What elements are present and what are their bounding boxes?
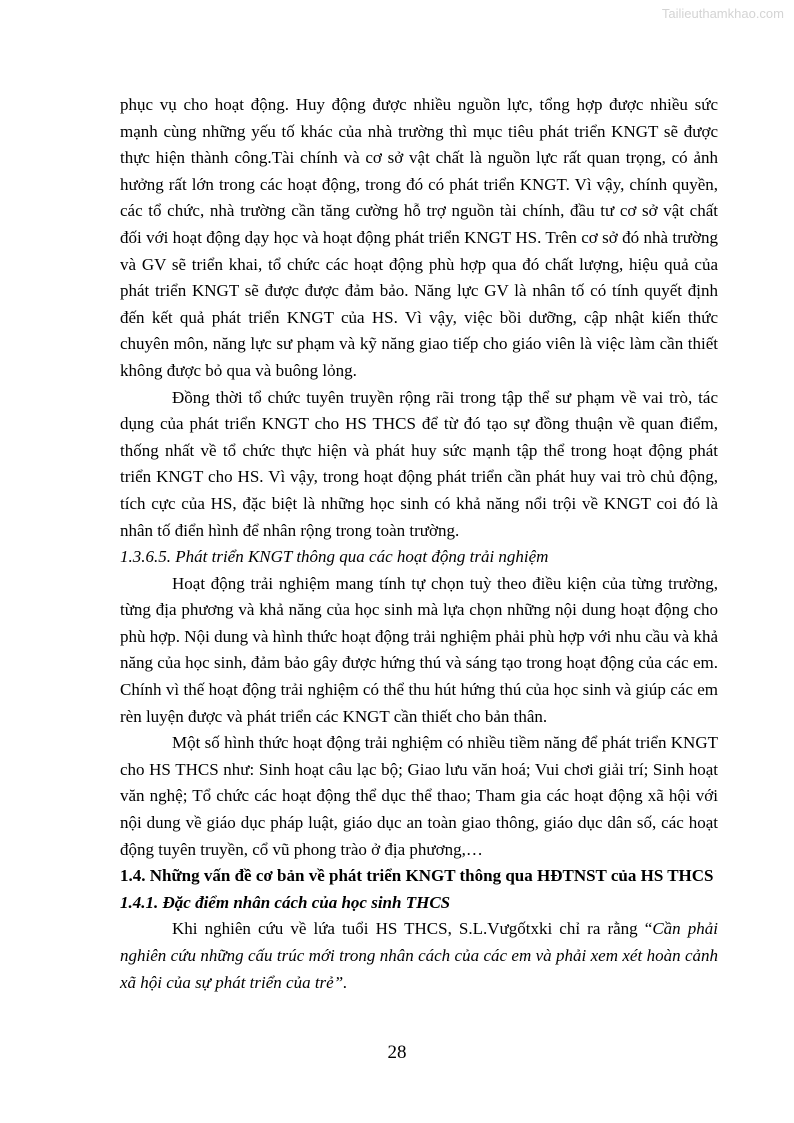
paragraph-5 (120, 916, 718, 996)
section-heading-1-4: 1.4. Những vấn đề cơ bản về phát triển KNGT thông qua HĐTNST của HS THCS (120, 866, 714, 886)
paragraph-5-lead: Khi nghiên cứu về lứa tuổi HS THCS, S.L.Vưgốtxki chỉ ra rằng “ (172, 919, 653, 939)
paragraph-3: Hoạt động trải nghiệm mang tính tự chọn tuỳ theo điều kiện của từng trường, từng địa phương và khả năng của học sinh mà lựa chọn những nội dung hoạt động cho phù hợp. Nội dung và hình thức hoạt động trải nghiệm phải phù hợp với nhu cầu và khả năng của học sinh, đảm bảo gây được hứng thú và sáng tạo trong hoạt động của các em. Chính vì thế hoạt động trải nghiệm có thể thu hút hứng thú của học sinh và giúp các em rèn luyện được và phát triển các KNGT cần thiết cho bản thân. (120, 573, 718, 726)
paragraph-2: Đồng thời tổ chức tuyên truyền rộng rãi trong tập thể sư phạm về vai trò, tác dụng của phát triển KNGT cho HS THCS để từ đó tạo sự đồng thuận về quan điểm, thống nhất về tổ chức thực hiện và phát huy sức mạnh tập thể trong hoạt động phát triển KNGT cho HS. Vì vậy, trong hoạt động phát triển cần phát huy vai trò chủ động, tích cực của HS, đặc biệt là những học sinh có khả năng nổi trội về KNGT coi đó là nhân tố điển hình để nhân rộng trong toàn trường. (120, 387, 718, 540)
watermark: Tailieuthamkhao.com (661, 6, 784, 21)
section-heading-1-3-6-5: 1.3.6.5. Phát triển KNGT thông qua các hoạt động trải nghiệm (120, 547, 549, 567)
paragraph-5-quote: Cần phải nghiên cứu những cấu trúc mới trong nhân cách của các em và phải xem xét hoàn cảnh xã hội của sự phát triển của trẻ”. (120, 919, 719, 992)
paragraph-1: phục vụ cho hoạt động. Huy động được nhiều nguồn lực, tổng hợp được nhiều sức mạnh cùng những yếu tố khác của nhà trường thì mục tiêu phát triển KNGT sẽ được thực hiện thành công.Tài chính và cơ sở vật chất là nguồn lực rất quan trọng, có ảnh hưởng rất lớn trong các hoạt động, trong đó có phát triển KNGT. Vì vậy, chính quyền, các tổ chức, nhà trường cần tăng cường hỗ trợ nguồn tài chính, đầu tư cơ sở vật chất đối với hoạt động dạy học và hoạt động phát triển KNGT HS. Trên cơ sở đó nhà trường và GV sẽ triển khai, tổ chức các hoạt động phù hợp qua đó chất lượng, hiệu quả của phát triển KNGT sẽ được được đảm bảo. Năng lực GV là nhân tố có tính quyết định đến kết quả phát triển KNGT của HS. Vì vậy, việc bồi dưỡng, cập nhật kiến thức chuyên môn, năng lực sư phạm và kỹ năng giao tiếp cho giáo viên là việc làm cần thiết không được bỏ qua và buông lỏng. (120, 95, 718, 380)
section-heading-1-4-1: 1.4.1. Đặc điểm nhân cách của học sinh THCS (120, 892, 451, 912)
page-body (120, 92, 718, 996)
page-number: 28 (387, 1042, 407, 1063)
paragraph-4: Một số hình thức hoạt động trải nghiệm có nhiều tiềm năng để phát triển KNGT cho HS THCS như: Sinh hoạt câu lạc bộ; Giao lưu văn hoá; Vui chơi giải trí; Sinh hoạt văn nghệ; Tổ chức các hoạt động thể dục thể thao; Tham gia các hoạt động xã hội với nội dung về giáo dục pháp luật, giáo dục an toàn giao thông, giáo dục dân số, các hoạt động tuyên truyền, cổ vũ phong trào ở địa phương,… (120, 733, 718, 859)
